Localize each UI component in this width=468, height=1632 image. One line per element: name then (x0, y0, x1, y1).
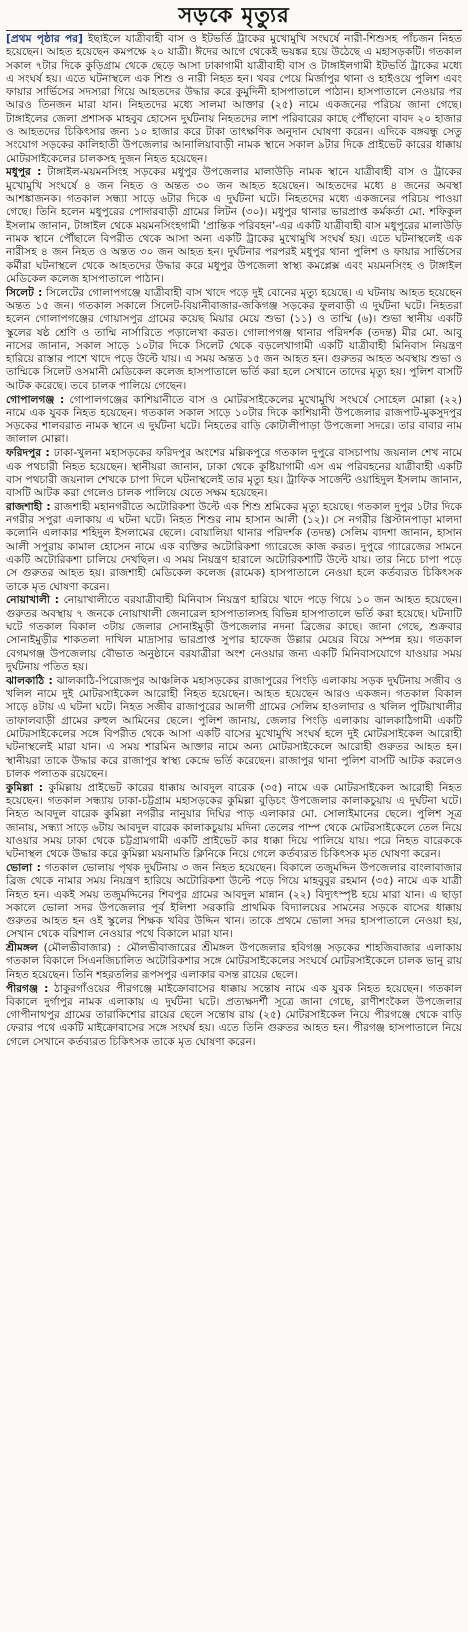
paragraph-text: ইছাইলে যাত্রীবাহী বাস ও ইটভর্তি ট্রাকের মুখোমুখি সংঘর্ষে নারী-শিশুসহ পাঁচজন নিহত হয়েছেন। আহত হয়েছেন কমপক্ষে ২০ যাত্রী। ঈদের আগে থেকেই ভয়ঙ্কর হয়ে উঠেছে এ মহাসড়কটি। গতকাল সকাল ৭টার দিকে কুড়িগ্রাম থেকে ছেড়ে আসা ঢাকাগামী যাত্রীবাহী বাস ও টাঙ্গাইলগামী ইটভর্তি ট্রাকের মধ্যে এ সংঘর্ষ হয়। এতে ঘটনাস্থলে এক শিশু ও নারী নিহত হন। খবর পেয়ে মির্জাপুর থানা ও হাইওয়ে পুলিশ এবং ফায়ার সার্ভিসের সদস্যরা গিয়ে আহতদের উদ্ধার করে কুমুদিনী হাসপাতালে পাঠান। হাসপাতালে নেওয়ার পর আরও তিনজন মারা যান। নিহতদের মধ্যে সালমা আক্তার (২৫) নামে একজনের পরিচয় জানা গেছে। টাঙ্গাইলের জেলা প্রশাসক মাহবুব হোসেন দুর্ঘটনায় নিহতদের লাশ পরিবারের কাছে পৌঁছানো বাবদ ২০ হাজার ও আহতদের চিকিৎসার জন্য ১০ হাজার করে টাকা তাৎক্ষণিক অনুদান ঘোষণা করেন। এদিকে বঙ্গবন্ধু সেতু সংযোগ সড়কের কালিহাতী উপজেলার আনালিয়াবাড়ী নামক স্থানে সকাল ৯টার দিকে প্রাইভেট কারের ধাক্কায় মোটরসাইকেলের চালকসহ দুজন নিহত হয়েছেন। (6, 33, 462, 165)
paragraph-text: সিলেটের গোলাপগঞ্জে যাত্রীবাহী বাস খাদে পড়ে দুই বোনের মৃত্যু হয়েছে। এ ঘটনায় আহত হয়েছেন অন্তত ১৫ জন। গতকাল সকালে সিলেট-বিয়ানীবাজার-জকিগঞ্জ সড়কের ফুলবাড়ী এ দুর্ঘটনা ঘটে। নিহতরা হলেন গোলাপগঞ্জের গোয়াসপুর গ্রামের কয়েছ মিয়ার মেয়ে শুভা (১১) ও তাম্মি (৬)। শুভা স্থানীয় একটি স্কুলের ষষ্ঠ শ্রেণি ও তাম্মি নার্সারিতে পড়ালেখা করত। গোলাপগঞ্জ থানার পরিদর্শক (তদন্ত) মীর মো. আবু নাসের জানান, সকাল সাড়ে ১০টার দিকে সিলেট থেকে বড়লেখাগামী একটি যাত্রীবাহী মিনিবাস নিয়ন্ত্রণ হারিয়ে রাস্তার পাশে খাদে পড়ে উল্টে যায়। এ সময় অন্তত ১৫ জন আহত হন। গুরুতর আহত অবস্থায় শুভা ও তাম্মিকে সিলেট ওসমানী মেডিকেল কলেজ হাসপাতালে ভর্তি করা হলে সেখানে তাদের মৃত্যু হয়। পুলিশ বাসটি আটক করেছে। তবে চালক পালিয়ে গেছেন। (6, 286, 462, 392)
paragraph-text: নোয়াখালীতে বরযাত্রীবাহী মিনিবাস নিয়ন্ত্রণ হারিয়ে খাদে পড়ে গিয়ে ১০ জন আহত হয়েছেন। গুরুতর অবস্থায় ৭ জনকে নোয়াখালী জেনারেল হাসপাতালসহ বিভিন্ন হাসপাতালে ভর্তি করা হয়েছে। ঘটনাটি ঘটে গতকাল বিকাল ৩টায় জেলার সোনাইমুড়ী উপজেলার নদনা ব্রিজের কাছে। জানা গেছে, শুক্রবার সোনাইমুড়ীর শাকতলা দাখিল মাদ্রাসার ভারপ্রাপ্ত সুপার হাফেজ উল্লার মেয়ের বিয়ে সম্পন্ন হয়। গতকাল বেগমগঞ্জ উপজেলায় বৌভাত অনুষ্ঠানে বরযাত্রীরা অংশ নেওয়ার জন্য একটি মিনিবাসযোগে যাওয়ার সময় দুর্ঘটনায় পতিত হয়। (6, 594, 462, 673)
headline: সড়কে মৃত্যুর (178, 2, 290, 27)
paragraph-bhola (6, 862, 462, 942)
paragraph-text: রাজশাহী মহানগরীতে অটোরিকশা উল্টে এক শিশু শ্রমিকের মৃত্যু হয়েছে। গতকাল দুপুর ১টার দিকে নগরীর সপুরা এলাকায় এ ঘটনা ঘটে। নিহত শিশুর নাম হাসান আলী (১২)। সে নগরীর খ্রিস্টানপাড়া মালদা কলোনি এলাকার শহিদুল ইসলামের ছেলে। বোয়ালিয়া থানার পরিদর্শক (তদন্ত) সেলিম বাদশা জানান, হাসান আলী সপুরায় কামাল হোসেন নামে এক ব্যক্তির অটোরিকশা গ্যারেজে কাজ করত। দুপুরে গ্যারেজের সামনে একটি অটোরিকশা চালিয়ে দেখছিল। এ সময় নিয়ন্ত্রণ হারালে অটোরিকশাটি উল্টে যায়। তার নিচে চাপা পড়ে সে গুরুতর আহত হয়। রাজশাহী মেডিকেল কলেজ (রামেক) হাসপাতালে নেওয়া হলে কর্তব্যরত চিকিৎসক তাকে মৃত ঘোষণা করেন। (6, 500, 462, 593)
place-label: সিলেট : (6, 286, 43, 299)
paragraph-gopalganj (6, 394, 462, 447)
paragraph-sreemangal (6, 942, 462, 982)
place-label: গোপালগঞ্জ : (6, 393, 65, 406)
paragraph-text: কুমিল্লায় প্রাইভেট কারের ধাক্কায় আবদুল বারেক (৩৫) নামে এক মোটরসাইকেল আরোহী নিহত হয়েছেন। গতকাল সন্ধ্যায় ঢাকা-চট্টগ্রাম মহাসড়কের কুমিল্লা বুড়িচং উপজেলার কালাকচুয়ায় এ দুর্ঘটনা ঘটে। নিহত আবদুল বারেক কুমিল্লা নগরীর নানুয়ার দিঘির পাড় এলাকার মো. সোলাইমানের ছেলে। পুলিশ সূত্র জানায়, সন্ধ্যা সাড়ে ৬টায় আবদুল বারেক কালাকচুয়ায় মদিনা তেলের পাম্প থেকে মোটরসাইকেলে তেল নিয়ে যাওয়ার সময় ঢাকা থেকে চট্টগ্রামগামী একটি প্রাইভেট কার ধাক্কা দিয়ে পালিয়ে যায়। পরে নিহত বারেককে ঘটনাস্থল থেকে উদ্ধার করে কুমিল্লা ময়নামতি ক্লিনিকে নিয়ে গেলে কর্তব্যরত চিকিৎসক মৃত ঘোষণা করেন। (6, 781, 462, 861)
paragraph-sylhet (6, 287, 462, 393)
paragraph-text: টাঙ্গাইল-ময়মনসিংহ সড়কের মধুপুর উপজেলার মালাউড়ি নামক স্থানে যাত্রীবাহী বাস ও ট্রাকের মুখোমুখি সংঘর্ষে ৪ জন নিহত ও অন্তত ৩০ জন আহত হয়েছেন। আহতদের মধ্যে ৪ জনের অবস্থা আশঙ্কাজনক। গতকাল সন্ধ্যা সাড়ে ৬টার দিকে এ দুর্ঘটনা ঘটে। নিহতদের মধ্যে একজনের পরিচয় পাওয়া গেছে। তিনি হলেন মধুপুরের পোদারবাড়ী গ্রামের লিটন (৩০)। মধুপুর থানার ভারপ্রাপ্ত কর্মকর্তা মো. শফিকুল ইসলাম জানান, টাঙ্গাইল থেকে ময়মনসিংহগামী 'প্রান্তিক পরিবহন'-এর একটি যাত্রীবাহী বাস মধুপুরের মালাউড়ি নামক স্থানে পৌঁছালে বিপরীত থেকে আসা অন্য একটি ট্রাকের মুখোমুখি সংঘর্ষ হয়। এতে ঘটনাস্থলেই এক নারীসহ ৪ জন নিহত ও অন্তত ৩০ জন আহত হন। দুর্ঘটনার পরপরই মধুপুর থানা পুলিশ ও ফায়ার সার্ভিসের কর্মীরা ঘটনাস্থলে থেকে আহতদের উদ্ধার করে মধুপুর উপজেলা স্বাস্থ্য কমপ্লেক্স এবং ময়মনসিংহ ও টাঙ্গাইল মেডিকেল কলেজ হাসপাতালে পাঠান। (6, 166, 462, 285)
place-label: ঝালকাঠি : (6, 674, 53, 687)
paragraph-text: ঠাকুরগাঁওয়ের পীরগঞ্জে মাইক্রোবাসের ধাক্কায় সন্তোষ নামে এক যুবক নিহত হয়েছেন। গতকাল বিকালে দুর্গাপুর নামক এলাকায় এ দুর্ঘটনা ঘটে। প্রত্যক্ষদর্শী সূত্রে জানা গেছে, রাণীশংকৈল উপজেলার গোপীনাথপুর গ্রামের তারাকিশোর রায়ের ছেলে সন্তোষ রায় (২৫) মোটরসাইকেল নিয়ে পীরগঞ্জে থেকে বাড়ি ফেরার পথে একটি মাইক্রোবাসের সঙ্গে সংঘর্ষ হয়। এতে তিনি গুরুতর আহত হন। পীরগঞ্জ হাসপাতালে নিয়ে গেলে সেখানে কর্তব্যরত চিকিৎসক তাকে মৃত ঘোষণা করেন। (6, 982, 462, 1048)
paragraph-text: গোপালগঞ্জের কাশিয়ানীতে বাস ও মোটরসাইকেলের মুখোমুখি সংঘর্ষে সোহেল মোল্লা (২২) নামে এক যুবক নিহত হয়েছেন। গতকাল সকাল সাড়ে ১০টার দিকে কাশিয়ানী উপজেলার রাজপাট-মুকসুদপুর সড়কের শালবরাত নামক স্থানে এ দুর্ঘটনা ঘটে। নিহতের বাড়ি কোটালীপাড়া উপজেলা সদরে। তার বাবার নাম জালাল মোল্লা। (6, 393, 463, 446)
place-label: ফরিদপুর : (6, 447, 50, 460)
place-label: রাজশাহী : (6, 500, 51, 513)
paragraph-noakhali (6, 594, 462, 674)
headline-divider (6, 30, 462, 31)
paragraph-rajshahi (6, 501, 462, 594)
paragraph-cumilla (6, 782, 462, 862)
place-label: মধুপুর : (6, 166, 42, 179)
paragraph-text: গতকাল ভোলায় পৃথক দুর্ঘটনায় ৩ জন নিহত হয়েছেন। বিকালে তজুমদ্দিন উপজেলার বাংলাবাজার ব্রিজ থেকে নামার সময় নিয়ন্ত্রণ হারিয়ে অটোরিকশা উল্টে পড়ে গিয়ে মাহবুবুর রহমান (৩৫) নামে এক যাত্রী নিহত হন। একই সময় তজুমদ্দিনের শিবপুর গ্রামের আবদুল মান্নান (২২) বিদ্যুৎস্পৃষ্ট হয়ে মারা যান। এ ছাড়া সকালে ভোলা সদর উপজেলার পূর্ব ইলিশা সরকারি প্রাথমিক বিদ্যালয়ের সামনের সড়কে বাসের ধাক্কায় গুরুতর আহত হন ওই স্কুলের শিক্ষক খবির উদ্দিন খান। তাকে প্রথমে ভোলা সদর হাসপাতালে নেওয়া হয়, সেখান থেকে বরিশাল নেওয়ার পথে বিকালে মারা যান। (6, 861, 462, 941)
paragraph-madhupur (6, 166, 462, 286)
place-label: ভোলা : (6, 861, 41, 874)
paragraph-text: ঝালকাঠি-পিরোজপুর আঞ্চলিক মহাসড়কের রাজাপুরের পিংড়ি এলাকায় সড়ক দুর্ঘটনায় সজীব ও খলিল নামে দুই মোটরসাইকেল আরোহী নিহত হয়েছেন। আহত হয়েছেন আরও একজন। গতকাল বিকাল সাড়ে ৪টায় এ ঘটনা ঘটে। নিহত সজীব রাজাপুরের আলগী গ্রামের সেলিম হাওলাদার ও খলিল পুটিয়াখালীর তাফালবাড়ী গ্রামের রুহুল আমিনের ছেলে। পুলিশ জানায়, জেলার পিংড়ি এলাকায় ঝালকাঠিগামী একটি মোটরসাইকেলের সঙ্গে বিপরীত থেকে আসা একটি বাসের মুখোমুখি সংঘর্ষ হলে দুই মোটরসাইকেল আরোহী ঘটনাস্থলেই মারা যান। এ সময় শারমিন আক্তার নামে অন্য মোটরসাইকেলে আরোহী গুরুতর আহত হন। স্থানীয়রা তাকে উদ্ধার করে রাজাপুর স্বাস্থ্য কেন্দ্রে ভর্তি করেছেন। রাজাপুর থানা পুলিশ বাসটি আটক করলেও চালক পলাতক রয়েছেন। (6, 674, 462, 780)
paragraph-continuation (6, 33, 462, 166)
paragraph-jhalokathi (6, 675, 462, 781)
newspaper-clipping (6, 0, 462, 1049)
paragraph-text: ঢাকা-খুলনা মহাসড়কের ফরিদপুর অংশের মল্লিকপুরে গতকাল দুপুরে বাসচাপায় জয়নাল শেখ নামে এক পথচারী নিহত হয়েছেন। স্থানীয়রা জানান, ঢাকা থেকে কুষ্টিয়াগামী এস এম পরিবহনের যাত্রীবাহী একটি বাস পথচারী জয়নাল শেখকে চাপা দিলে ঘটনাস্থলেই তার মৃত্যু হয়। ট্রাফিক সার্জেন্ট ওয়াহিদুল ইসলাম জানান, বাসটি আটক করা গেলেও চালক পালিয়ে যেতে সক্ষম হয়েছেন। (6, 447, 463, 500)
paragraph-faridpur (6, 447, 462, 500)
paragraph-text: (মৌলভীবাজার) : মৌলভীবাজারের শ্রীমঙ্গল উপজেলার হবিগঞ্জ সড়কের শাহজিবাজার এলাকায় গতকাল বিকালে সিএনজিচালিত অটোরিকশার সঙ্গে মোটরসাইকেলের সংঘর্ষে মোটরসাইকেলে চালক ভানু রায় নিহত হয়েছেন। তিনি শহরতলির রূপসপুর এলাকার বসন্ত রায়ের ছেলে। (6, 942, 462, 981)
article-body (6, 33, 462, 1049)
place-label: শ্রীমঙ্গল (6, 942, 38, 955)
place-label: নোয়াখালী : (6, 594, 60, 607)
place-label: পীরগঞ্জ : (6, 982, 49, 995)
continuation-marker: [প্রথম পৃষ্ঠার পর] (6, 33, 83, 45)
place-label: কুমিল্লা : (6, 781, 44, 794)
paragraph-pirganj (6, 983, 462, 1049)
